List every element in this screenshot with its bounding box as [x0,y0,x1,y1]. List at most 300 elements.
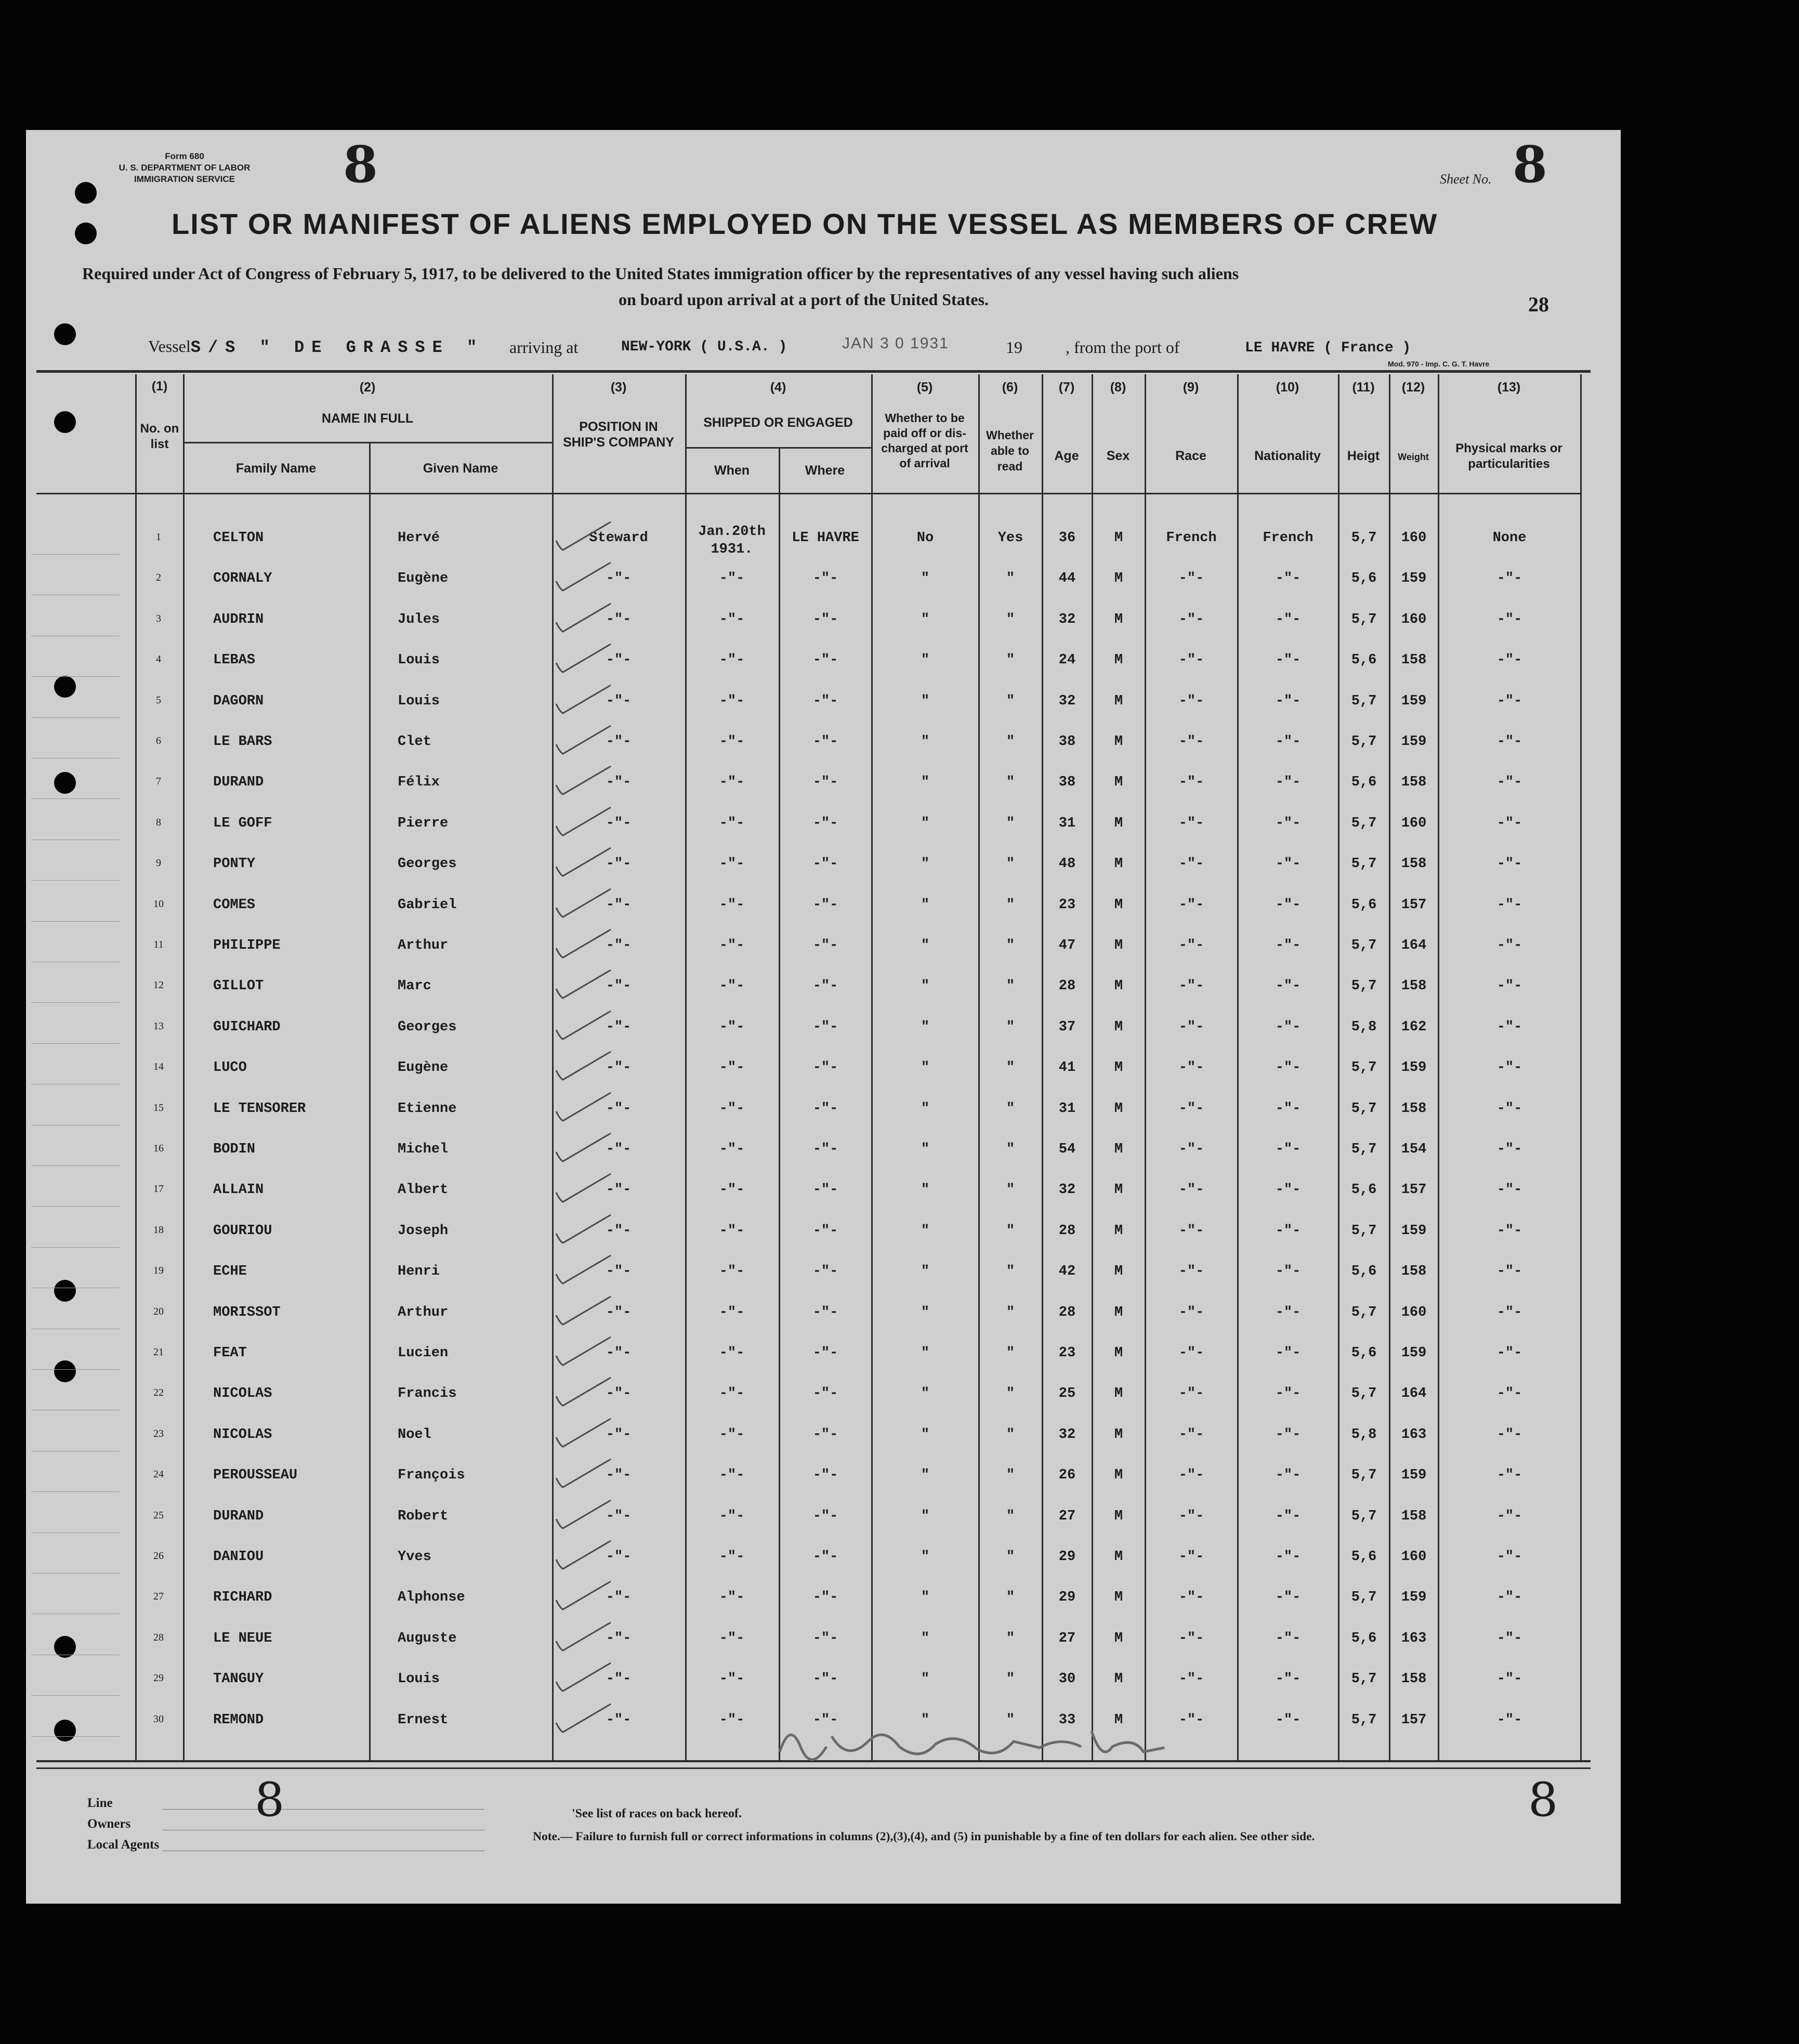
race: -"- [1178,1223,1204,1239]
physical-marks: -"- [1496,1426,1522,1443]
weight: 164 [1401,1386,1427,1402]
able-to-read: " [1006,1426,1015,1443]
shipped-where: -"- [812,1060,838,1076]
nationality: -"- [1275,611,1301,627]
row-number: 25 [153,1509,164,1521]
age: 32 [1058,1426,1076,1443]
punch-hole [75,182,97,204]
family-name: GILLOT [213,978,264,994]
paid-off: " [921,611,930,627]
paid-off: " [921,693,930,709]
given-name: Eugène [398,1060,449,1076]
shipped-where: -"- [812,1019,838,1035]
row-number: 23 [153,1427,164,1439]
family-name: CELTON [213,530,264,546]
row-number: 26 [153,1550,164,1562]
family-name: FEAT [213,1345,247,1361]
weight: 158 [1401,1264,1427,1280]
able-to-read: " [1006,1142,1015,1157]
shipped-when: -"- [719,1468,745,1484]
margin-rule-line [31,1532,120,1533]
family-name: DAGORN [213,693,264,709]
given-name: Ernest [398,1712,449,1728]
weight: 159 [1401,1060,1427,1076]
shipped-when: -"- [719,734,745,750]
row-number: 18 [153,1224,164,1236]
able-to-read: " [1006,1630,1015,1646]
col10-number: (10) [1276,380,1299,395]
age: 33 [1058,1712,1076,1728]
age: 24 [1058,652,1076,669]
sex: M [1114,1671,1123,1687]
shipped-when: -"- [719,571,745,587]
physical-marks: -"- [1496,856,1522,872]
given-name: Auguste [398,1630,457,1646]
given-name: Jules [398,611,440,627]
height: 5,7 [1351,1304,1377,1320]
row-number: 3 [156,612,161,624]
position: -"- [606,1549,632,1565]
race: -"- [1178,815,1204,831]
col8-number: (8) [1110,380,1126,395]
given-name: Pierre [398,815,449,831]
paid-off: " [921,1345,930,1361]
requirement-line-1: Required under Act of Congress of February 5, 1917, to be delivered to the United States immigration officer by the representatives of any vessel having such aliens [82,264,1239,283]
shipped-when: -"- [719,1426,745,1443]
sex: M [1114,652,1123,669]
shipped-when: -"- [719,1182,745,1198]
col1-number: (1) [151,379,168,394]
check-mark-icon [554,1661,616,1692]
family-name: AUDRIN [213,611,264,627]
given-name: Georges [398,856,457,872]
check-mark-icon [554,642,616,673]
check-mark-icon [554,1091,616,1122]
service-name: IMMIGRATION SERVICE [134,174,235,184]
row-number: 22 [153,1387,164,1399]
shipped-where: -"- [812,1345,838,1361]
nationality: -"- [1275,1223,1301,1239]
page-title: LIST OR MANIFEST OF ALIENS EMPLOYED ON THE VESSEL AS MEMBERS OF CREW [172,207,1438,240]
paid-off: " [921,938,930,953]
paid-off: " [921,1671,930,1687]
paid-off: " [921,1060,930,1076]
race: French [1166,530,1217,546]
position: -"- [606,1142,632,1157]
nationality: -"- [1275,1304,1301,1320]
position: -"- [606,1019,632,1035]
able-to-read: " [1006,652,1015,669]
given-name: Henri [398,1264,440,1280]
able-to-read: " [1006,693,1015,709]
paid-off: " [921,775,930,791]
able-to-read: " [1006,1590,1015,1606]
race: -"- [1178,897,1204,913]
physical-marks: -"- [1496,1264,1522,1280]
paid-off: " [921,1549,930,1565]
nationality: -"- [1275,693,1301,709]
physical-marks: -"- [1496,1019,1522,1035]
check-mark-icon [554,1375,616,1407]
sex: M [1114,1386,1123,1402]
height: 5,6 [1351,1264,1377,1280]
weight: 159 [1401,1468,1427,1484]
nationality: -"- [1275,856,1301,872]
row-number: 19 [153,1265,164,1277]
check-mark-icon [554,520,616,551]
physical-marks: -"- [1496,775,1522,791]
sex: M [1114,856,1123,872]
age: 27 [1058,1630,1076,1646]
position: -"- [606,1508,632,1524]
shipped-when: -"- [719,693,745,709]
row-number: 15 [153,1102,164,1113]
able-to-read: " [1006,1712,1015,1728]
family-name: LE BARS [213,734,272,750]
col4b-header: Where [805,463,845,478]
age: 44 [1058,571,1076,587]
age: 23 [1058,897,1076,913]
race: -"- [1178,1671,1204,1687]
family-name: NICOLAS [213,1386,272,1402]
physical-marks: -"- [1496,897,1522,913]
family-name: BODIN [213,1142,256,1157]
shipped-where: -"- [812,856,838,872]
weight: 159 [1401,1345,1427,1361]
age: 48 [1058,856,1076,872]
height: 5,7 [1351,856,1377,872]
row-number: 30 [153,1713,164,1725]
physical-marks: -"- [1496,938,1522,953]
margin-rule-line [31,1736,120,1737]
race: -"- [1178,775,1204,791]
paid-off: " [921,897,930,913]
height: 5,6 [1351,1630,1377,1646]
col7-header: Age [1054,449,1079,463]
race: -"- [1178,938,1204,953]
position: -"- [606,1223,632,1239]
margin-rule-line [31,921,120,922]
race: -"- [1178,1508,1204,1524]
nationality: -"- [1275,1142,1301,1157]
family-name: PHILIPPE [213,938,281,953]
race: -"- [1178,1264,1204,1280]
height: 5,7 [1351,1223,1377,1239]
punch-hole [54,1280,76,1302]
family-name: GUICHARD [213,1019,281,1035]
paid-off: " [921,1426,930,1443]
punch-hole [54,1360,76,1382]
nationality: -"- [1275,1182,1301,1198]
race: -"- [1178,1426,1204,1443]
shipped-when: -"- [719,897,745,913]
name-subdivider [183,442,552,443]
paid-off: " [921,1100,930,1117]
position: -"- [606,571,632,587]
position: -"- [606,1712,632,1728]
shipped-where: -"- [812,1386,838,1402]
col11-header: Heigt [1347,449,1380,463]
height: 5,7 [1351,734,1377,750]
shipped-where: -"- [812,1142,838,1157]
sex: M [1114,1223,1123,1239]
check-mark-icon [554,887,616,918]
weight: 158 [1401,856,1427,872]
margin-rule-line [31,1573,120,1574]
weight: 160 [1401,1549,1427,1565]
able-to-read: " [1006,1671,1015,1687]
height: 5,7 [1351,1100,1377,1117]
nationality: -"- [1275,1019,1301,1035]
paid-off: " [921,1223,930,1239]
col6-header: Whether able to read [986,428,1034,473]
height: 5,6 [1351,1549,1377,1565]
margin-rule-line [31,1043,120,1044]
given-name: Eugène [398,571,449,587]
check-mark-icon [554,1009,616,1040]
position: -"- [606,1345,632,1361]
shipped-where: -"- [812,815,838,831]
check-mark-icon [554,1579,616,1610]
vessel-label: Vessel [148,337,191,356]
mod-note: Mod. 970 - Imp. C. G. T. Havre [1388,360,1490,368]
date-stamp: JAN 3 0 1931 [842,335,949,352]
sex: M [1114,1590,1123,1606]
family-name: COMES [213,897,256,913]
given-name: Robert [398,1508,449,1524]
shipped-where: -"- [812,1264,838,1280]
col12-header: Weight [1398,452,1429,462]
check-mark-icon [554,601,616,633]
check-mark-icon [554,1213,616,1244]
family-name: REMOND [213,1712,264,1728]
height: 5,7 [1351,938,1377,953]
weight: 164 [1401,938,1427,953]
position: -"- [606,1468,632,1484]
position: -"- [606,1630,632,1646]
year-label: 19 [1006,338,1022,357]
shipped-where: -"- [812,978,838,994]
vessel-line [148,337,484,357]
shipped-where: -"- [812,1223,838,1239]
given-name: François [398,1468,465,1484]
check-mark-icon [554,805,616,836]
able-to-read: " [1006,1345,1015,1361]
row-number: 27 [153,1591,164,1603]
given-name: Arthur [398,1304,449,1320]
race: -"- [1178,1182,1204,1198]
height: 5,7 [1351,1508,1377,1524]
sex: M [1114,1630,1123,1646]
age: 31 [1058,815,1076,831]
col-divider [1580,374,1582,1761]
physical-marks: -"- [1496,1304,1522,1320]
physical-marks: -"- [1496,1590,1522,1606]
weight: 157 [1401,1712,1427,1728]
race: -"- [1178,1060,1204,1076]
weight: 160 [1401,1304,1427,1320]
physical-marks: -"- [1496,1142,1522,1157]
col2-header: NAME IN FULL [321,411,414,426]
margin-rule-line [31,1369,120,1370]
weight: 158 [1401,652,1427,669]
position: -"- [606,938,632,953]
age: 38 [1058,734,1076,750]
position: -"- [606,1590,632,1606]
age: 29 [1058,1590,1076,1606]
shipped-subdivider [685,447,871,449]
weight: 159 [1401,1590,1427,1606]
weight: 158 [1401,1671,1427,1687]
paid-off: " [921,652,930,669]
shipped-where: -"- [812,775,838,791]
race: -"- [1178,652,1204,669]
nationality: -"- [1275,1549,1301,1565]
nationality: -"- [1275,571,1301,587]
shipped-where: -"- [812,1590,838,1606]
paid-off: " [921,1304,930,1320]
sex: M [1114,1712,1123,1728]
arriving-port: NEW-YORK ( U.S.A. ) [621,339,787,355]
age: 30 [1058,1671,1076,1687]
race: -"- [1178,1590,1204,1606]
paid-off: " [921,571,930,587]
shipped-when: -"- [719,1386,745,1402]
race: -"- [1178,1630,1204,1646]
family-name: CORNALY [213,571,272,587]
col12-number: (12) [1401,380,1425,395]
col13-header: Physical marks or particularities [1455,441,1562,471]
physical-marks: -"- [1496,571,1522,587]
weight: 163 [1401,1426,1427,1443]
shipped-when: -"- [719,938,745,953]
nationality: -"- [1275,1468,1301,1484]
requirement-line-2: on board upon arrival at a port of the United States. [619,290,989,309]
position: -"- [606,1386,632,1402]
weight: 157 [1401,897,1427,913]
nationality: -"- [1275,652,1301,669]
shipped-when: -"- [719,775,745,791]
height: 5,7 [1351,530,1377,546]
row-number: 29 [153,1672,164,1684]
race: -"- [1178,1712,1204,1728]
age: 32 [1058,1182,1076,1198]
height: 5,6 [1351,775,1377,791]
shipped-when: -"- [719,1345,745,1361]
able-to-read: " [1006,1223,1015,1239]
inspector-signature [769,1715,1196,1778]
shipped-where: -"- [812,1468,838,1484]
row-number: 24 [153,1469,164,1480]
row-number: 4 [156,653,161,665]
nationality: -"- [1275,734,1301,750]
races-note: 'See list of races on back hereof. [572,1807,742,1820]
check-mark-icon [554,560,616,592]
row-number: 16 [153,1143,164,1154]
physical-marks: -"- [1496,1060,1522,1076]
physical-marks: None [1492,530,1527,546]
position: -"- [606,1060,632,1076]
race: -"- [1178,978,1204,994]
shipped-where: -"- [812,611,838,627]
nationality: -"- [1275,1508,1301,1524]
physical-marks: -"- [1496,1468,1522,1484]
able-to-read: " [1006,1019,1015,1035]
col4-number: (4) [770,380,786,395]
family-name: LEBAS [213,652,256,669]
paid-off: " [921,1630,930,1646]
check-mark-icon [554,968,616,999]
check-mark-icon [554,1702,616,1733]
age: 38 [1058,775,1076,791]
check-mark-icon [554,927,616,959]
position: -"- [606,1304,632,1320]
line-field [162,1809,484,1810]
row-number: 9 [156,857,161,869]
race: -"- [1178,1100,1204,1117]
nationality: French [1263,530,1314,546]
punch-hole [54,772,76,794]
able-to-read: " [1006,1549,1015,1565]
family-name: LE TENSORER [213,1100,306,1117]
sex: M [1114,1060,1123,1076]
able-to-read: " [1006,1182,1015,1198]
footer-right-number: 8 [1528,1773,1558,1827]
shipped-when: -"- [719,1100,745,1117]
race: -"- [1178,571,1204,587]
age: 28 [1058,1304,1076,1320]
paid-off: " [921,1182,930,1198]
position: -"- [606,775,632,791]
shipped-when: -"- [719,1142,745,1157]
row-number: 11 [153,939,164,950]
nationality: -"- [1275,978,1301,994]
sheet-number: 8 [1513,135,1547,194]
nationality: -"- [1275,1345,1301,1361]
shipped-where: -"- [812,1304,838,1320]
shipped-where: -"- [812,897,838,913]
row-number: 20 [153,1305,164,1317]
check-mark-icon [554,1294,616,1326]
weight: 162 [1401,1019,1427,1035]
physical-marks: -"- [1496,611,1522,627]
given-name: Louis [398,1671,440,1687]
height: 5,6 [1351,897,1377,913]
shipped-when: -"- [719,815,745,831]
able-to-read: " [1006,1304,1015,1320]
family-name: LUCO [213,1060,247,1076]
physical-marks: -"- [1496,1508,1522,1524]
punch-hole [75,222,97,244]
weight: 158 [1401,1508,1427,1524]
check-mark-icon [554,1253,616,1285]
given-name: Louis [398,652,440,669]
age: 28 [1058,978,1076,994]
height: 5,7 [1351,1386,1377,1402]
shipped-where: -"- [812,734,838,750]
col7-number: (7) [1058,380,1075,395]
height: 5,7 [1351,1468,1377,1484]
paid-off: " [921,978,930,994]
shipped-when: -"- [719,1590,745,1606]
penalty-note: Note.— Failure to furnish full or correct informations in columns (2),(3),(4), and (5) in punishable by a fine of ten dollars for each alien. See other side. [533,1830,1315,1843]
col13-number: (13) [1497,380,1521,395]
nationality: -"- [1275,775,1301,791]
col-divider [369,442,371,1761]
shipped-where: -"- [812,571,838,587]
height: 5,7 [1351,1142,1377,1157]
shipped-where: -"- [812,693,838,709]
